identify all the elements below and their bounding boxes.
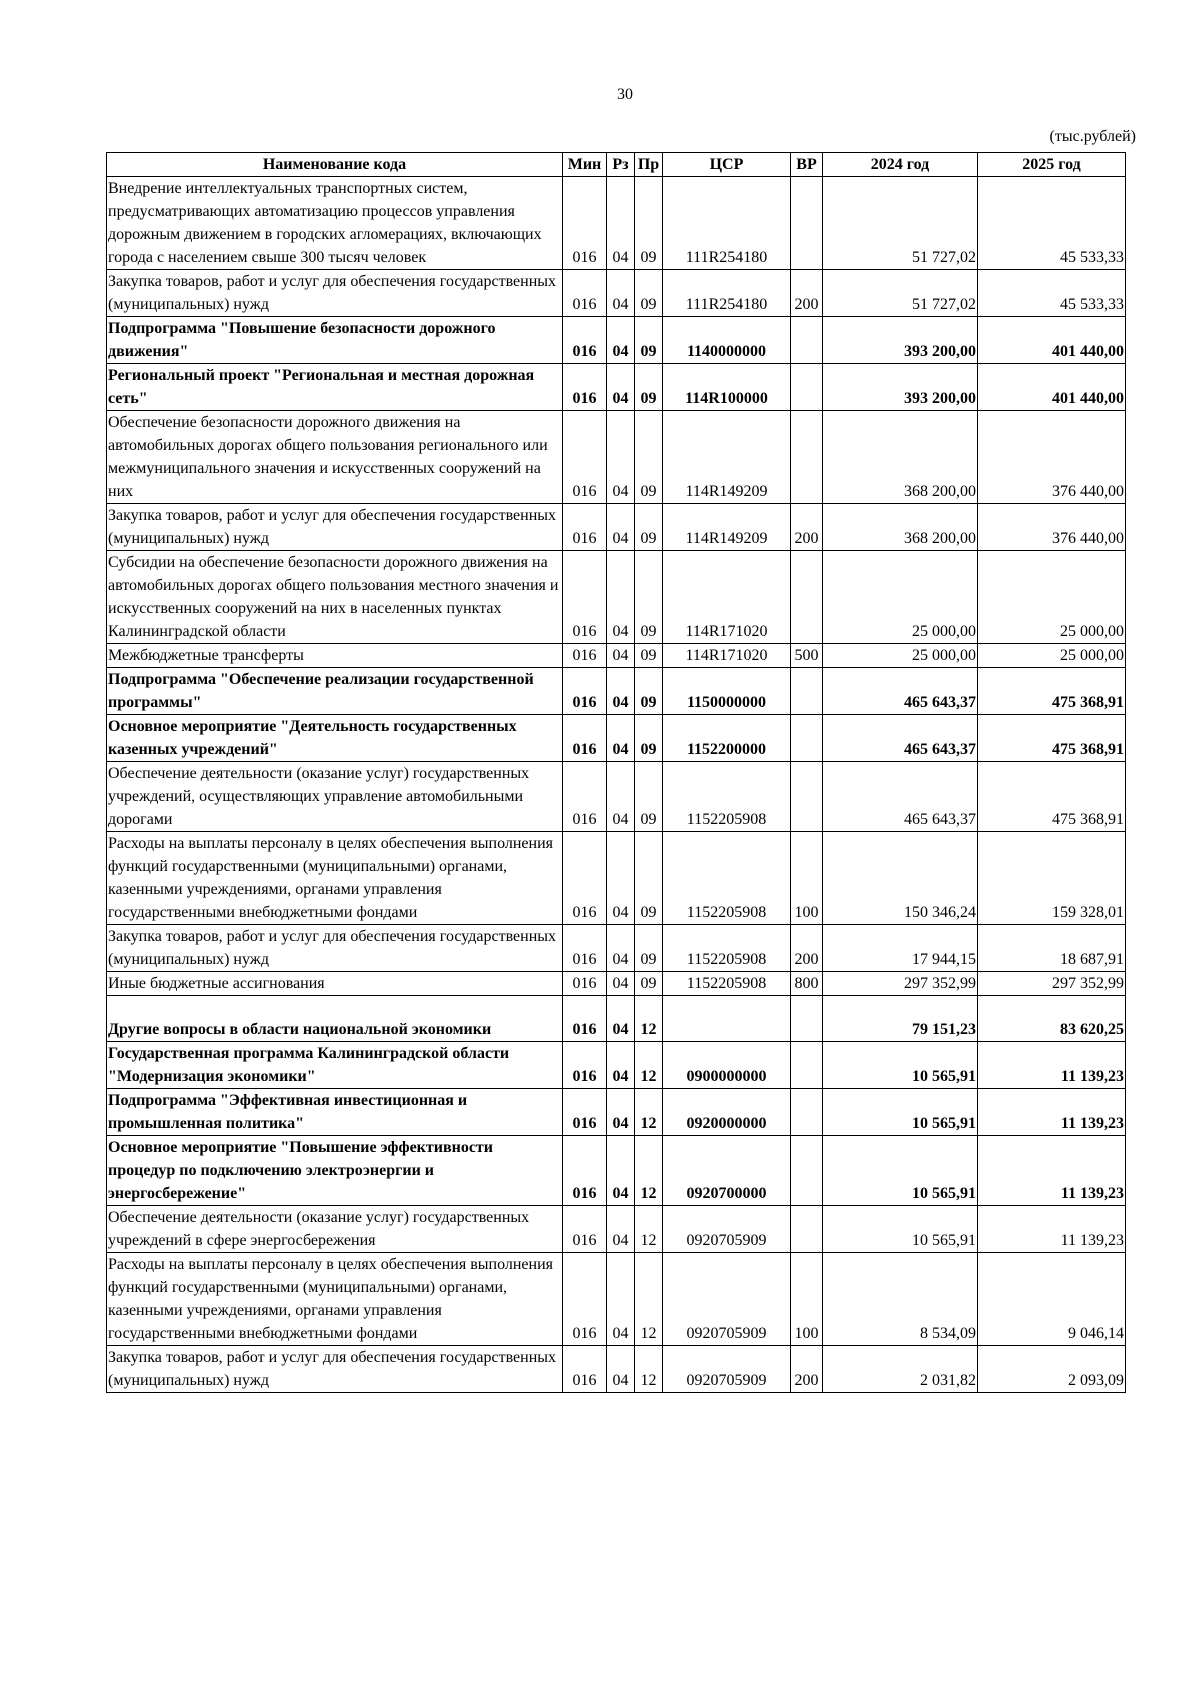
cell-rz: 04 — [607, 504, 635, 551]
table-row — [107, 972, 1126, 996]
cell-name: Межбюджетные трансферты — [107, 644, 563, 668]
cell-2025: 83 620,25 — [978, 996, 1126, 1042]
cell-csr: 1152205908 — [663, 762, 791, 832]
cell-min: 016 — [563, 644, 607, 668]
cell-min: 016 — [563, 925, 607, 972]
cell-rz: 04 — [607, 1136, 635, 1206]
cell-vr — [791, 715, 823, 762]
header-2025: 2025 год — [978, 153, 1126, 177]
cell-rz: 04 — [607, 1089, 635, 1136]
cell-csr: 0920705909 — [663, 1253, 791, 1346]
cell-pr: 12 — [635, 996, 663, 1042]
table-row — [107, 1346, 1126, 1393]
cell-rz: 04 — [607, 177, 635, 270]
cell-2024: 393 200,00 — [823, 317, 978, 364]
cell-vr: 200 — [791, 925, 823, 972]
cell-2025: 18 687,91 — [978, 925, 1126, 972]
cell-name: Государственная программа Калининградской области "Модернизация экономики" — [107, 1042, 563, 1089]
cell-name: Субсидии на обеспечение безопасности дорожного движения на автомобильных дорогах общего пользования местного значения и искусственных сооружений на них в населенных пунктах Калининградской области — [107, 551, 563, 644]
cell-rz: 04 — [607, 762, 635, 832]
cell-name: Основное мероприятие "Деятельность государственных казенных учреждений" — [107, 715, 563, 762]
cell-2025: 2 093,09 — [978, 1346, 1126, 1393]
cell-vr — [791, 317, 823, 364]
cell-2024: 25 000,00 — [823, 551, 978, 644]
cell-2024: 368 200,00 — [823, 411, 978, 504]
cell-name: Обеспечение безопасности дорожного движения на автомобильных дорогах общего пользования регионального или межмуниципального значения и искусственных сооружений на них — [107, 411, 563, 504]
cell-csr: 1152205908 — [663, 925, 791, 972]
cell-csr: 1152200000 — [663, 715, 791, 762]
cell-min: 016 — [563, 504, 607, 551]
cell-name: Расходы на выплаты персоналу в целях обеспечения выполнения функций государственными (муниципальными) органами, казенными учреждениями, органами управления государственными внебюджетными фондами — [107, 832, 563, 925]
cell-name: Подпрограмма "Повышение безопасности дорожного движения" — [107, 317, 563, 364]
units-caption: (тыс.рублей) — [1049, 128, 1136, 145]
cell-2024: 465 643,37 — [823, 762, 978, 832]
table-row — [107, 504, 1126, 551]
cell-2025: 25 000,00 — [978, 551, 1126, 644]
cell-pr: 09 — [635, 668, 663, 715]
cell-vr — [791, 762, 823, 832]
cell-csr: 1152205908 — [663, 832, 791, 925]
cell-2024: 17 944,15 — [823, 925, 978, 972]
cell-name: Обеспечение деятельности (оказание услуг) государственных учреждений, осуществляющих управление автомобильными дорогами — [107, 762, 563, 832]
cell-min: 016 — [563, 715, 607, 762]
cell-name: Закупка товаров, работ и услуг для обеспечения государственных (муниципальных) нужд — [107, 925, 563, 972]
cell-2025: 11 139,23 — [978, 1089, 1126, 1136]
cell-2024: 8 534,09 — [823, 1253, 978, 1346]
cell-2025: 11 139,23 — [978, 1042, 1126, 1089]
cell-min: 016 — [563, 1346, 607, 1393]
cell-2025: 159 328,01 — [978, 832, 1126, 925]
cell-min: 016 — [563, 177, 607, 270]
cell-min: 016 — [563, 1206, 607, 1253]
cell-min: 016 — [563, 270, 607, 317]
cell-name: Подпрограмма "Обеспечение реализации государственной программы" — [107, 668, 563, 715]
cell-2025: 25 000,00 — [978, 644, 1126, 668]
cell-pr: 09 — [635, 832, 663, 925]
table-row — [107, 644, 1126, 668]
cell-pr: 09 — [635, 270, 663, 317]
cell-2024: 2 031,82 — [823, 1346, 978, 1393]
cell-csr: 1152205908 — [663, 972, 791, 996]
cell-min: 016 — [563, 364, 607, 411]
cell-vr — [791, 996, 823, 1042]
cell-min: 016 — [563, 668, 607, 715]
cell-vr: 800 — [791, 972, 823, 996]
cell-pr: 09 — [635, 504, 663, 551]
cell-pr: 12 — [635, 1346, 663, 1393]
cell-csr: 0920000000 — [663, 1089, 791, 1136]
cell-2025: 475 368,91 — [978, 762, 1126, 832]
cell-2025: 297 352,99 — [978, 972, 1126, 996]
table-row — [107, 832, 1126, 925]
cell-min: 016 — [563, 972, 607, 996]
cell-2024: 51 727,02 — [823, 270, 978, 317]
cell-2025: 401 440,00 — [978, 317, 1126, 364]
cell-pr: 09 — [635, 762, 663, 832]
cell-vr — [791, 551, 823, 644]
table-row — [107, 668, 1126, 715]
header-name: Наименование кода — [107, 153, 563, 177]
cell-2025: 376 440,00 — [978, 504, 1126, 551]
cell-vr — [791, 1206, 823, 1253]
cell-vr — [791, 411, 823, 504]
cell-min: 016 — [563, 411, 607, 504]
table-row — [107, 364, 1126, 411]
cell-rz: 04 — [607, 1042, 635, 1089]
cell-csr: 0900000000 — [663, 1042, 791, 1089]
table-row — [107, 1206, 1126, 1253]
cell-pr: 09 — [635, 715, 663, 762]
cell-pr: 09 — [635, 644, 663, 668]
cell-csr: 1140000000 — [663, 317, 791, 364]
cell-min: 016 — [563, 762, 607, 832]
cell-rz: 04 — [607, 996, 635, 1042]
table-row — [107, 1089, 1126, 1136]
cell-2024: 25 000,00 — [823, 644, 978, 668]
cell-vr — [791, 177, 823, 270]
cell-2024: 10 565,91 — [823, 1089, 978, 1136]
page-number: 30 — [617, 86, 633, 103]
cell-csr: 0920700000 — [663, 1136, 791, 1206]
cell-name: Региональный проект "Региональная и местная дорожная сеть" — [107, 364, 563, 411]
table-row — [107, 270, 1126, 317]
cell-pr: 09 — [635, 411, 663, 504]
cell-pr: 12 — [635, 1136, 663, 1206]
cell-vr: 200 — [791, 270, 823, 317]
cell-vr: 100 — [791, 1253, 823, 1346]
cell-pr: 12 — [635, 1253, 663, 1346]
cell-2024: 465 643,37 — [823, 668, 978, 715]
cell-rz: 04 — [607, 411, 635, 504]
cell-name: Закупка товаров, работ и услуг для обеспечения государственных (муниципальных) нужд — [107, 270, 563, 317]
table-row — [107, 715, 1126, 762]
cell-rz: 04 — [607, 364, 635, 411]
cell-2024: 150 346,24 — [823, 832, 978, 925]
cell-csr: 114R171020 — [663, 551, 791, 644]
cell-name: Закупка товаров, работ и услуг для обеспечения государственных (муниципальных) нужд — [107, 504, 563, 551]
cell-vr — [791, 668, 823, 715]
table-body — [107, 177, 1126, 1393]
cell-vr: 100 — [791, 832, 823, 925]
cell-2024: 465 643,37 — [823, 715, 978, 762]
table-row — [107, 177, 1126, 270]
table-header-row — [107, 153, 1126, 177]
cell-name: Закупка товаров, работ и услуг для обеспечения государственных (муниципальных) нужд — [107, 1346, 563, 1393]
cell-2024: 10 565,91 — [823, 1042, 978, 1089]
cell-rz: 04 — [607, 1253, 635, 1346]
cell-vr: 200 — [791, 1346, 823, 1393]
cell-csr: 1150000000 — [663, 668, 791, 715]
cell-2025: 376 440,00 — [978, 411, 1126, 504]
cell-2025: 9 046,14 — [978, 1253, 1126, 1346]
cell-2024: 10 565,91 — [823, 1136, 978, 1206]
cell-pr: 09 — [635, 177, 663, 270]
cell-2024: 10 565,91 — [823, 1206, 978, 1253]
cell-csr — [663, 996, 791, 1042]
table-row — [107, 996, 1126, 1042]
budget-table — [106, 152, 1126, 1393]
cell-name: Основное мероприятие "Повышение эффективности процедур по подключению электроэнергии и энергосбережение" — [107, 1136, 563, 1206]
header-vr: ВР — [791, 153, 823, 177]
cell-csr: 0920705909 — [663, 1206, 791, 1253]
cell-vr — [791, 1089, 823, 1136]
table-row — [107, 411, 1126, 504]
table-row — [107, 762, 1126, 832]
cell-rz: 04 — [607, 668, 635, 715]
table-row — [107, 1042, 1126, 1089]
cell-rz: 04 — [607, 972, 635, 996]
cell-pr: 09 — [635, 972, 663, 996]
cell-vr — [791, 1042, 823, 1089]
cell-min: 016 — [563, 317, 607, 364]
cell-name: Другие вопросы в области национальной экономики — [107, 996, 563, 1042]
cell-vr — [791, 1136, 823, 1206]
header-csr: ЦСР — [663, 153, 791, 177]
cell-pr: 12 — [635, 1042, 663, 1089]
cell-rz: 04 — [607, 317, 635, 364]
cell-2025: 475 368,91 — [978, 668, 1126, 715]
cell-pr: 12 — [635, 1206, 663, 1253]
header-rz: Рз — [607, 153, 635, 177]
header-min: Мин — [563, 153, 607, 177]
cell-2025: 401 440,00 — [978, 364, 1126, 411]
cell-csr: 111R254180 — [663, 270, 791, 317]
cell-name: Подпрограмма "Эффективная инвестиционная и промышленная политика" — [107, 1089, 563, 1136]
cell-min: 016 — [563, 1253, 607, 1346]
cell-min: 016 — [563, 551, 607, 644]
cell-csr: 114R149209 — [663, 411, 791, 504]
cell-2025: 11 139,23 — [978, 1136, 1126, 1206]
header-2024: 2024 год — [823, 153, 978, 177]
cell-pr: 09 — [635, 925, 663, 972]
header-pr: Пр — [635, 153, 663, 177]
cell-vr: 200 — [791, 504, 823, 551]
cell-min: 016 — [563, 1089, 607, 1136]
cell-rz: 04 — [607, 551, 635, 644]
cell-name: Расходы на выплаты персоналу в целях обеспечения выполнения функций государственными (муниципальными) органами, казенными учреждениями, органами управления государственными внебюджетными фондами — [107, 1253, 563, 1346]
cell-csr: 0920705909 — [663, 1346, 791, 1393]
cell-pr: 09 — [635, 551, 663, 644]
cell-name: Иные бюджетные ассигнования — [107, 972, 563, 996]
cell-rz: 04 — [607, 1206, 635, 1253]
cell-rz: 04 — [607, 715, 635, 762]
cell-csr: 114R149209 — [663, 504, 791, 551]
cell-2024: 393 200,00 — [823, 364, 978, 411]
cell-rz: 04 — [607, 832, 635, 925]
cell-pr: 12 — [635, 1089, 663, 1136]
cell-2024: 368 200,00 — [823, 504, 978, 551]
cell-min: 016 — [563, 1042, 607, 1089]
table-row — [107, 551, 1126, 644]
cell-rz: 04 — [607, 644, 635, 668]
cell-csr: 114R100000 — [663, 364, 791, 411]
cell-rz: 04 — [607, 1346, 635, 1393]
cell-pr: 09 — [635, 364, 663, 411]
cell-2024: 297 352,99 — [823, 972, 978, 996]
cell-vr: 500 — [791, 644, 823, 668]
cell-2025: 475 368,91 — [978, 715, 1126, 762]
cell-csr: 111R254180 — [663, 177, 791, 270]
cell-pr: 09 — [635, 317, 663, 364]
cell-vr — [791, 364, 823, 411]
cell-rz: 04 — [607, 925, 635, 972]
cell-2025: 45 533,33 — [978, 270, 1126, 317]
cell-min: 016 — [563, 1136, 607, 1206]
cell-2024: 79 151,23 — [823, 996, 978, 1042]
cell-name: Внедрение интеллектуальных транспортных систем, предусматривающих автоматизацию процессов управления дорожным движением в городских агломерациях, включающих города с населением свыше 300 тысяч человек — [107, 177, 563, 270]
cell-csr: 114R171020 — [663, 644, 791, 668]
table-row — [107, 1136, 1126, 1206]
cell-2025: 45 533,33 — [978, 177, 1126, 270]
table-row — [107, 925, 1126, 972]
cell-name: Обеспечение деятельности (оказание услуг) государственных учреждений в сфере энергосбережения — [107, 1206, 563, 1253]
cell-rz: 04 — [607, 270, 635, 317]
cell-2024: 51 727,02 — [823, 177, 978, 270]
table-row — [107, 317, 1126, 364]
cell-min: 016 — [563, 996, 607, 1042]
cell-min: 016 — [563, 832, 607, 925]
table-row — [107, 1253, 1126, 1346]
cell-2025: 11 139,23 — [978, 1206, 1126, 1253]
